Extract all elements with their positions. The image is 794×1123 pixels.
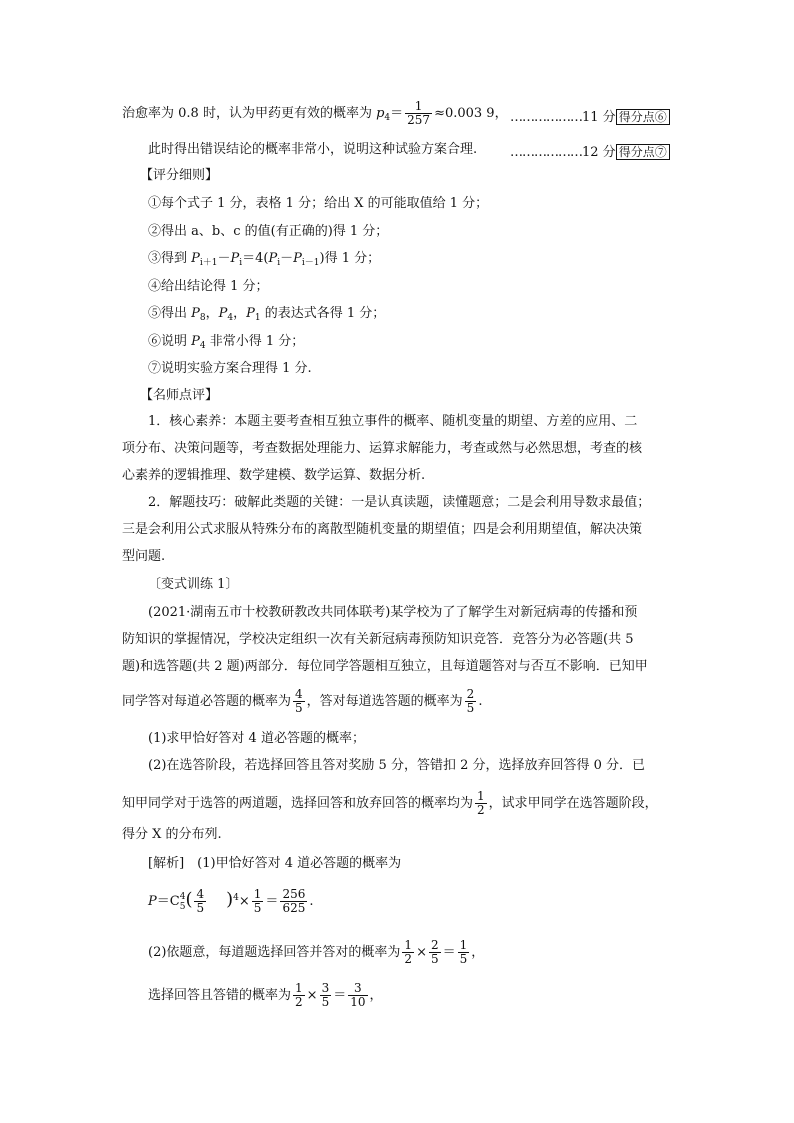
text: 治愈率为 0.8 时，认为甲药更有效的概率为 bbox=[122, 106, 377, 121]
text: ③得到 bbox=[148, 251, 192, 266]
solution-intro bbox=[148, 855, 401, 873]
var-p: P bbox=[230, 251, 240, 266]
var-p: P bbox=[246, 306, 255, 321]
numerator: 1 bbox=[404, 938, 413, 952]
comma: ， bbox=[369, 988, 383, 1003]
text: 此时得出错误结论的概率非常小，说明这种试验方案合理. bbox=[148, 142, 478, 157]
denominator: 5 bbox=[430, 952, 439, 966]
denominator: 5 bbox=[459, 952, 468, 966]
paren: ) bbox=[226, 889, 234, 910]
text: )得 1 分； bbox=[319, 251, 381, 266]
numerator: 1 bbox=[405, 100, 432, 114]
paren: ( bbox=[185, 889, 193, 910]
var-p: p bbox=[376, 106, 385, 121]
numerator: 2 bbox=[466, 687, 475, 701]
denominator: 257 bbox=[407, 113, 431, 127]
op: － bbox=[217, 251, 231, 266]
conclusion-line-2 bbox=[148, 141, 477, 159]
leader-dots: ……………… bbox=[510, 145, 582, 160]
subscript: 4 bbox=[227, 313, 234, 323]
period: . bbox=[309, 894, 314, 909]
subscript: 1 bbox=[254, 313, 261, 323]
op: ＝4( bbox=[242, 251, 269, 266]
text: ⑤得出 bbox=[148, 306, 192, 321]
solution-2 bbox=[148, 939, 484, 966]
numerator: 4 bbox=[295, 687, 303, 701]
fraction bbox=[348, 982, 367, 1009]
combination-c: ＝C bbox=[156, 894, 180, 909]
rule-3 bbox=[148, 250, 380, 272]
comment-1-line-2: 项分布、决策问题等，考查数据处理能力、运算求解能力，考查或然与必然思想，考查的核 bbox=[122, 441, 643, 456]
numerator: 1 bbox=[477, 789, 485, 803]
numerator: 1 bbox=[459, 938, 468, 952]
denominator: 625 bbox=[282, 901, 306, 915]
subscript: i bbox=[277, 258, 281, 268]
text: 知甲同学对于选答的两道题，选择回答和放弃回答的概率均为 bbox=[122, 796, 474, 811]
denominator: 5 bbox=[295, 701, 303, 715]
text: (1)甲恰好答对 4 道必答题的概率为 bbox=[184, 856, 402, 871]
comment-header: 【名师点评】 bbox=[140, 388, 219, 403]
solution-3 bbox=[148, 982, 383, 1009]
op: × bbox=[238, 894, 250, 909]
denominator: 5 bbox=[196, 901, 205, 915]
numerator: 1 bbox=[295, 981, 303, 995]
denominator: 2 bbox=[477, 803, 485, 817]
comma: ， bbox=[471, 945, 485, 960]
comment-2-line-2: 三是会利用公式求服从特殊分布的离散型随机变量的期望值；四是会利用期望值，解决决策 bbox=[122, 522, 643, 537]
text: ，答对每道选答题的概率为 bbox=[306, 694, 463, 709]
rule-2: ②得出 a、b、c 的值(有正确的)得 1 分； bbox=[148, 224, 389, 239]
fraction bbox=[475, 790, 487, 817]
fraction bbox=[293, 982, 305, 1009]
question-2-line-3: 得分 X 的分布列. bbox=[122, 827, 222, 842]
text: ⑥说明 bbox=[148, 334, 192, 349]
rule-7: ⑦说明实验方案合理得 1 分. bbox=[148, 361, 312, 376]
fraction bbox=[293, 688, 305, 715]
fraction bbox=[458, 939, 470, 966]
comma: ， bbox=[233, 306, 247, 321]
question-1: (1)求甲恰好答对 4 道必答题的概率； bbox=[148, 731, 365, 746]
subscript: i－1 bbox=[301, 258, 320, 268]
question-2-line-1: (2)在选答阶段，若选择回答且答对奖励 5 分，答错扣 2 分，选择放弃回答得 0 分．已 bbox=[148, 758, 646, 773]
fraction bbox=[465, 688, 477, 715]
scoring-header: 【评分细则】 bbox=[140, 168, 219, 183]
subscript: 8 bbox=[199, 313, 206, 323]
solution-tag: [解析] bbox=[148, 856, 185, 871]
score-tag-2 bbox=[510, 141, 670, 160]
numerator: 256 bbox=[282, 887, 306, 901]
denominator: 5 bbox=[321, 995, 330, 1009]
text: 的表达式各得 1 分； bbox=[260, 306, 386, 321]
rule-4: ④给出结论得 1 分； bbox=[148, 279, 269, 294]
fraction bbox=[405, 100, 432, 127]
var-p: P bbox=[191, 251, 200, 266]
numerator: 4 bbox=[196, 887, 205, 901]
score-tag-1 bbox=[510, 106, 670, 125]
op: ＝ bbox=[265, 894, 279, 909]
subscript: 4 bbox=[199, 341, 206, 351]
problem-line-1: (2021·湖南五市十校教研教改共同体联考)某学校为了了解学生对新冠病毒的传播和预 bbox=[148, 605, 638, 620]
text: (2)依题意，每道题选择回答并答对的概率为 bbox=[148, 945, 401, 960]
denominator: 10 bbox=[350, 995, 366, 1009]
fraction bbox=[320, 982, 332, 1009]
var-p: P bbox=[293, 251, 302, 266]
subscript: i＋1 bbox=[199, 258, 218, 268]
text: 非常小得 1 分； bbox=[205, 334, 305, 349]
problem-line-3: 题)和选答题(共 2 题)两部分．每位同学答题相互独立，且每道题答对与否互不影响．已知甲 bbox=[122, 659, 648, 674]
denominator: 2 bbox=[404, 952, 413, 966]
subscript: i bbox=[239, 258, 243, 268]
op: × bbox=[306, 988, 318, 1003]
subscript: 5 bbox=[179, 901, 186, 912]
formula-1 bbox=[148, 888, 313, 915]
op: ＝ bbox=[333, 988, 347, 1003]
problem-line-4 bbox=[122, 688, 482, 715]
problem-line-2: 防知识的掌握情况，学校决定组织一次有关新冠病毒预防知识竞答．竞答分为必答题(共 5 bbox=[122, 632, 634, 647]
denominator: 5 bbox=[253, 901, 262, 915]
score-point-badge: 得分点⑦ bbox=[616, 144, 670, 160]
denominator: 2 bbox=[295, 995, 303, 1009]
superscript: 4 bbox=[179, 891, 186, 902]
fraction bbox=[429, 939, 441, 966]
rule-6 bbox=[148, 333, 304, 355]
power: 4 bbox=[233, 893, 239, 903]
fraction bbox=[402, 939, 414, 966]
op: × bbox=[416, 945, 427, 960]
rule-1: ①每个式子 1 分，表格 1 分；给出 X 的可能取值给 1 分； bbox=[148, 196, 489, 211]
comment-2-line-3: 型问题. bbox=[122, 549, 166, 564]
numerator: 1 bbox=[253, 887, 262, 901]
var-p: P bbox=[148, 894, 157, 909]
conclusion-line-1 bbox=[122, 100, 508, 127]
comma: ， bbox=[205, 306, 219, 321]
approx-value: ≈0.003 9， bbox=[434, 106, 508, 121]
text: 选择回答且答错的概率为 bbox=[148, 988, 292, 1003]
comment-2-line-1: 2．解题技巧：破解此类题的关键：一是认真读题，读懂题意；二是会利用导数求最值； bbox=[148, 495, 651, 510]
var-p: P bbox=[268, 251, 278, 266]
score: 12 分 bbox=[582, 145, 616, 160]
equals: ＝ bbox=[390, 106, 404, 121]
op: ＝ bbox=[442, 945, 456, 960]
op: － bbox=[280, 251, 294, 266]
score: 11 分 bbox=[582, 110, 616, 125]
rule-5 bbox=[148, 305, 385, 327]
numerator: 3 bbox=[348, 982, 367, 996]
fraction bbox=[280, 888, 307, 915]
comment-1-line-3: 心素养的逻辑推理、数学建模、数学运算、数据分析. bbox=[122, 468, 426, 483]
var-p: P bbox=[191, 334, 200, 349]
fraction bbox=[252, 888, 264, 915]
var-p: P bbox=[218, 306, 228, 321]
denominator: 5 bbox=[466, 701, 475, 715]
numerator: 2 bbox=[430, 938, 439, 952]
fraction bbox=[194, 888, 206, 915]
variant-header: 〔变式训练 1〕 bbox=[148, 577, 239, 592]
comment-1-line-1: 1．核心素养：本题主要考查相互独立事件的概率、随机变量的期望、方差的应用、二 bbox=[148, 414, 638, 429]
question-2-line-2 bbox=[122, 790, 658, 817]
period: . bbox=[478, 694, 483, 709]
numerator: 3 bbox=[321, 981, 330, 995]
var-p: P bbox=[191, 306, 200, 321]
text: ，试求甲同学在选答题阶段， bbox=[488, 796, 658, 811]
leader-dots: ……………… bbox=[510, 110, 582, 125]
subscript: 4 bbox=[384, 113, 391, 123]
score-point-badge: 得分点⑥ bbox=[616, 109, 670, 125]
text: 同学答对每道必答题的概率为 bbox=[122, 694, 292, 709]
